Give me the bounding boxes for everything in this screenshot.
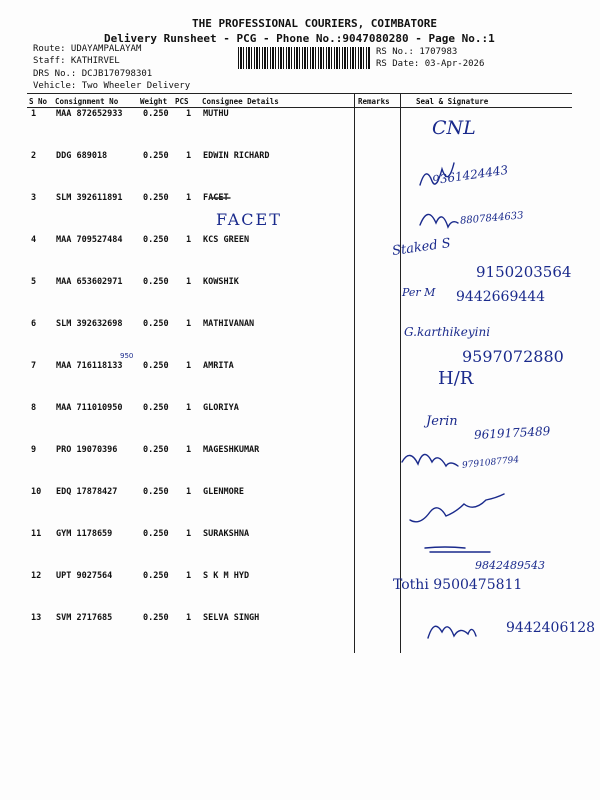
row-pcs: 1 (186, 193, 192, 203)
row-sno: 9 (31, 445, 37, 455)
row-pcs: 1 (186, 277, 192, 287)
vehicle: Vehicle: Two Wheeler Delivery (33, 81, 191, 91)
row-sno: 1 (31, 109, 37, 119)
signature-row-13: 9442406128 (506, 620, 596, 636)
row-sno: 5 (31, 277, 37, 287)
signature-row-8a: Jerin (426, 414, 458, 429)
row-consignee: SELVA SINGH (203, 613, 260, 623)
row-pcs: 1 (186, 361, 192, 371)
signature-row-2: 9361424443 (431, 162, 509, 188)
scribble-row-11 (425, 547, 490, 552)
facet-handwritten: FACET (216, 210, 282, 229)
row-consignee: GLENMORE (203, 487, 244, 497)
col-consignment: Consignment No (55, 97, 119, 106)
signature-row-7: H/R (438, 368, 474, 389)
col-weight: Weight (140, 97, 168, 106)
scribble-row-9 (402, 454, 458, 466)
signature-row-5b: 9442669444 (456, 289, 546, 305)
col-consignee: Consignee Details (202, 97, 279, 106)
signature-row-5a: 9150203564 (476, 263, 572, 281)
row-sno: 4 (31, 235, 37, 245)
row-weight: 0.250 (143, 235, 169, 245)
row-sno: 7 (31, 361, 37, 371)
signature-row-3: 8807844633 (459, 210, 524, 227)
row-consignee: GLORIYA (203, 403, 239, 413)
row-consignment-no: GYM 1178659 (56, 529, 113, 539)
row-sno: 3 (31, 193, 37, 203)
signature-row-11: 9842489543 (475, 559, 545, 572)
row-consignment-no: MAA 872652933 (56, 109, 123, 119)
signature-row-9: 9791087794 (461, 455, 520, 471)
row-sno: 13 (31, 613, 42, 623)
row-consignment-no: PRO 19070396 (56, 445, 118, 455)
row-pcs: 1 (186, 529, 192, 539)
row-weight: 0.250 (143, 403, 169, 413)
signature-row-5c: Per M (402, 286, 436, 299)
row-consignment-no: EDQ 17878427 (56, 487, 118, 497)
signature-row-6b: 9597072880 (462, 347, 564, 366)
scribble-row-13 (428, 626, 476, 638)
row-consignee: KOWSHIK (203, 277, 239, 287)
row-consignee: MUTHU (203, 109, 229, 119)
row-consignment-no: DDG 689018 (56, 151, 108, 161)
row-consignee: S K M HYD (203, 571, 250, 581)
scribble-row-10 (410, 494, 504, 522)
col-remarks: Remarks (358, 97, 390, 106)
row-consignee: KCS GREEN (203, 235, 250, 245)
row-consignee: FACET (203, 193, 229, 203)
signature-row-12: Tothi 9500475811 (393, 577, 523, 593)
row-sno: 12 (31, 571, 42, 581)
row-pcs: 1 (186, 487, 192, 497)
row-weight: 0.250 (143, 487, 169, 497)
row7-margin-mark: 950 (120, 352, 134, 360)
route: Route: UDAYAMPALAYAM (33, 44, 142, 54)
row-consignment-no: MAA 716118133 (56, 361, 123, 371)
row-pcs: 1 (186, 235, 192, 245)
row-consignee: AMRITA (203, 361, 234, 371)
row-consignment-no: UPT 9027564 (56, 571, 113, 581)
row-weight: 0.250 (143, 613, 169, 623)
row-consignment-no: MAA 709527484 (56, 235, 123, 245)
row-consignment-no: MAA 711010950 (56, 403, 123, 413)
row-sno: 10 (31, 487, 42, 497)
row-weight: 0.250 (143, 277, 169, 287)
row-pcs: 1 (186, 571, 192, 581)
row-weight: 0.250 (143, 361, 169, 371)
row-weight: 0.250 (143, 109, 169, 119)
row-weight: 0.250 (143, 445, 169, 455)
drs-number: DRS No.: DCJB170798301 (33, 69, 153, 79)
company-title: THE PROFESSIONAL COURIERS, COIMBATORE (192, 17, 438, 30)
rs-date: RS Date: 03-Apr-2026 (376, 59, 485, 69)
rs-number: RS No.: 1707983 (376, 47, 458, 57)
signature-row-6a: G.karthikeyini (404, 325, 491, 339)
runsheet-subtitle: Delivery Runsheet - PCG - Phone No.:9047080280 - Page No.:1 (104, 32, 495, 45)
signature-row-8b: 9619175489 (473, 424, 551, 442)
row-sno: 6 (31, 319, 37, 329)
row-sno: 11 (31, 529, 42, 539)
row-weight: 0.250 (143, 571, 169, 581)
row-consignee: EDWIN RICHARD (203, 151, 270, 161)
col-signature: Seal & Signature (416, 97, 489, 106)
row-weight: 0.250 (143, 529, 169, 539)
signature-row-4: Staked S (391, 235, 452, 260)
col-pcs: PCS (175, 97, 189, 106)
row-weight: 0.250 (143, 319, 169, 329)
row-consignee: SURAKSHNA (203, 529, 250, 539)
row-pcs: 1 (186, 319, 192, 329)
staff: Staff: KATHIRVEL (33, 56, 120, 66)
row-sno: 8 (31, 403, 37, 413)
row-weight: 0.250 (143, 151, 169, 161)
row-consignment-no: MAA 653602971 (56, 277, 123, 287)
row-consignee: MAGESHKUMAR (203, 445, 260, 455)
row-consignment-no: SLM 392611891 (56, 193, 123, 203)
scribble-row-2 (420, 163, 454, 185)
col-sno: S No (29, 97, 48, 106)
row-consignment-no: SLM 392632698 (56, 319, 123, 329)
row-consignment-no: SVM 2717685 (56, 613, 113, 623)
scribble-row-3 (420, 214, 458, 227)
row-pcs: 1 (186, 445, 192, 455)
row-pcs: 1 (186, 613, 192, 623)
cnl-annotation: CNL (432, 117, 476, 139)
row-weight: 0.250 (143, 193, 169, 203)
row-consignee: MATHIVANAN (203, 319, 255, 329)
row-pcs: 1 (186, 151, 192, 161)
row-pcs: 1 (186, 403, 192, 413)
row-sno: 2 (31, 151, 37, 161)
row-pcs: 1 (186, 109, 192, 119)
